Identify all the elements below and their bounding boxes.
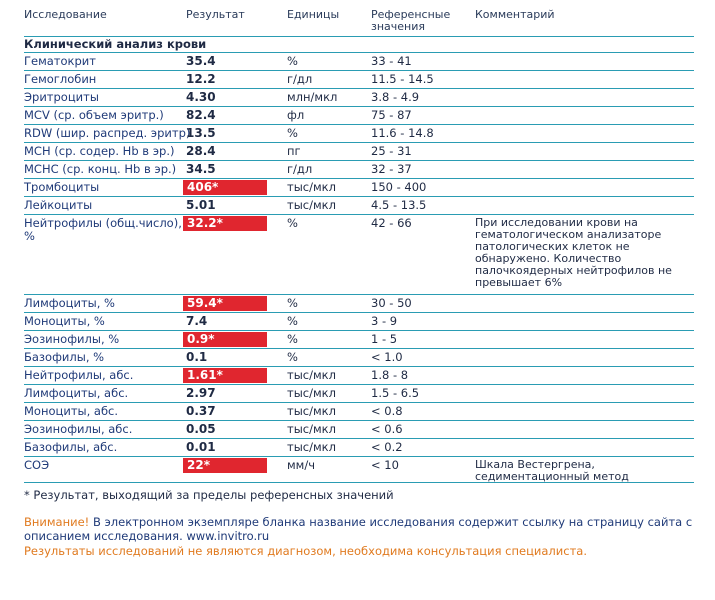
units: пг bbox=[287, 144, 301, 158]
result-value: 5.01 bbox=[186, 198, 216, 212]
header-reference-line2: значения bbox=[371, 20, 426, 33]
table-row bbox=[0, 367, 715, 385]
result-value: 4.30 bbox=[186, 90, 216, 104]
table-header bbox=[0, 8, 715, 36]
table-row bbox=[0, 125, 715, 143]
units: % bbox=[287, 54, 298, 68]
result-value: 34.5 bbox=[186, 162, 216, 176]
footnote: * Результат, выходящий за пределы референсных значений bbox=[24, 488, 394, 502]
section-title: Клинический анализ крови bbox=[24, 37, 207, 51]
reference-range: 42 - 66 bbox=[371, 216, 412, 230]
abnormal-flag bbox=[183, 296, 267, 311]
test-name: Лимфоциты, % bbox=[24, 296, 115, 310]
result-value: 2.97 bbox=[186, 386, 216, 400]
abnormal-flag bbox=[183, 332, 267, 347]
units: тыс/мкл bbox=[287, 180, 336, 194]
reference-range: 1.5 - 6.5 bbox=[371, 386, 420, 400]
units: г/дл bbox=[287, 72, 313, 86]
table-row bbox=[0, 71, 715, 89]
test-name: Эритроциты bbox=[24, 90, 99, 104]
units: г/дл bbox=[287, 162, 313, 176]
units: тыс/мкл bbox=[287, 404, 336, 418]
header-reference-line1: Референсные bbox=[371, 8, 451, 21]
table-row bbox=[0, 457, 715, 483]
units: % bbox=[287, 296, 298, 310]
units: фл bbox=[287, 108, 305, 122]
table-row bbox=[0, 331, 715, 349]
table-row bbox=[0, 385, 715, 403]
reference-range: < 0.2 bbox=[371, 440, 403, 454]
reference-range: 11.5 - 14.5 bbox=[371, 72, 434, 86]
abnormal-flag bbox=[183, 180, 267, 195]
test-name: MCV (ср. объем эритр.) bbox=[24, 108, 164, 122]
header-result: Результат bbox=[186, 8, 245, 21]
units: % bbox=[287, 350, 298, 364]
table-row bbox=[0, 403, 715, 421]
table-row bbox=[0, 107, 715, 125]
result-value: 82.4 bbox=[186, 108, 216, 122]
result-value: 0.1 bbox=[186, 350, 208, 364]
reference-range: 3 - 9 bbox=[371, 314, 398, 328]
table-row bbox=[0, 89, 715, 107]
result-value: 22* bbox=[187, 458, 210, 472]
warning-label: Внимание! bbox=[24, 515, 90, 529]
test-name: Лимфоциты, абс. bbox=[24, 386, 129, 400]
table-row bbox=[0, 179, 715, 197]
reference-range: < 10 bbox=[371, 458, 399, 472]
units: тыс/мкл bbox=[287, 440, 336, 454]
units: тыс/мкл bbox=[287, 422, 336, 436]
result-value: 59.4* bbox=[187, 296, 223, 310]
notice-text: В электронном экземпляре бланка название исследования содержит ссылку на страницу сайта с описанием исследования. www.invitro.ru bbox=[24, 515, 693, 543]
reference-range: 25 - 31 bbox=[371, 144, 412, 158]
test-name: RDW (шир. распред. эритр) bbox=[24, 126, 191, 140]
abnormal-flag bbox=[183, 216, 267, 231]
table-row bbox=[0, 439, 715, 457]
table-row bbox=[0, 313, 715, 331]
table-row bbox=[0, 161, 715, 179]
result-value: 13.5 bbox=[186, 126, 216, 140]
table-row bbox=[0, 143, 715, 161]
result-value: 0.9* bbox=[187, 332, 215, 346]
reference-range: 4.5 - 13.5 bbox=[371, 198, 427, 212]
abnormal-flag bbox=[183, 368, 267, 383]
reference-range: 150 - 400 bbox=[371, 180, 427, 194]
reference-range: 11.6 - 14.8 bbox=[371, 126, 434, 140]
result-value: 406* bbox=[187, 180, 219, 194]
units: тыс/мкл bbox=[287, 386, 336, 400]
result-value: 0.05 bbox=[186, 422, 216, 436]
reference-range: 32 - 37 bbox=[371, 162, 412, 176]
row-rule bbox=[24, 482, 694, 483]
reference-range: 3.8 - 4.9 bbox=[371, 90, 420, 104]
reference-range: 75 - 87 bbox=[371, 108, 412, 122]
result-value: 12.2 bbox=[186, 72, 216, 86]
table-row bbox=[0, 53, 715, 71]
table-row bbox=[0, 197, 715, 215]
reference-range: 30 - 50 bbox=[371, 296, 412, 310]
comment: При исследовании крови на гематологическом анализаторе патологических клеток не обнаружено. Количество палочкоядерных нейтрофилов не превышает 6% bbox=[475, 216, 672, 289]
reference-range: < 0.8 bbox=[371, 404, 403, 418]
reference-range: < 0.6 bbox=[371, 422, 403, 436]
units: % bbox=[287, 216, 298, 230]
abnormal-flag bbox=[183, 458, 267, 473]
header-rule bbox=[24, 36, 694, 37]
test-name: Моноциты, % bbox=[24, 314, 105, 328]
result-value: 7.4 bbox=[186, 314, 208, 328]
test-name: Базофилы, абс. bbox=[24, 440, 118, 454]
header-reference bbox=[371, 9, 450, 33]
header-test: Исследование bbox=[24, 8, 107, 21]
result-value: 1.61* bbox=[187, 368, 223, 382]
test-name: СОЭ bbox=[24, 458, 50, 472]
units: тыс/мкл bbox=[287, 198, 336, 212]
header-comment: Комментарий bbox=[475, 8, 555, 21]
result-value: 28.4 bbox=[186, 144, 216, 158]
test-name: MCH (ср. содер. Hb в эр.) bbox=[24, 144, 175, 158]
comment: Шкала Вестергрена, седиментационный метод bbox=[475, 458, 629, 483]
reference-range: 33 - 41 bbox=[371, 54, 412, 68]
table-row bbox=[0, 349, 715, 367]
test-name: Базофилы, % bbox=[24, 350, 105, 364]
table-row bbox=[0, 421, 715, 439]
reference-range: 1.8 - 8 bbox=[371, 368, 409, 382]
result-value: 35.4 bbox=[186, 54, 216, 68]
test-name: Гемоглобин bbox=[24, 72, 97, 86]
test-name: Тромбоциты bbox=[24, 180, 100, 194]
units: % bbox=[287, 314, 298, 328]
header-units: Единицы bbox=[287, 8, 340, 21]
test-name: Нейтрофилы, абс. bbox=[24, 368, 134, 382]
units: тыс/мкл bbox=[287, 368, 336, 382]
test-name: Нейтрофилы (общ.число), % bbox=[24, 216, 182, 243]
result-value: 0.01 bbox=[186, 440, 216, 454]
table-row bbox=[0, 295, 715, 313]
units: % bbox=[287, 332, 298, 346]
units: млн/мкл bbox=[287, 90, 338, 104]
test-name: Эозинофилы, абс. bbox=[24, 422, 133, 436]
result-value: 32.2* bbox=[187, 216, 223, 230]
notice bbox=[24, 515, 704, 543]
test-name: Эозинофилы, % bbox=[24, 332, 120, 346]
test-name: MCHC (ср. конц. Hb в эр.) bbox=[24, 162, 177, 176]
table-row bbox=[0, 215, 715, 289]
test-name: Лейкоциты bbox=[24, 198, 93, 212]
disclaimer: Результаты исследований не являются диагнозом, необходима консультация специалиста. bbox=[24, 544, 587, 558]
reference-range: 1 - 5 bbox=[371, 332, 398, 346]
units: мм/ч bbox=[287, 458, 316, 472]
test-name: Гематокрит bbox=[24, 54, 96, 68]
test-name: Моноциты, абс. bbox=[24, 404, 119, 418]
result-value: 0.37 bbox=[186, 404, 216, 418]
units: % bbox=[287, 126, 298, 140]
reference-range: < 1.0 bbox=[371, 350, 403, 364]
